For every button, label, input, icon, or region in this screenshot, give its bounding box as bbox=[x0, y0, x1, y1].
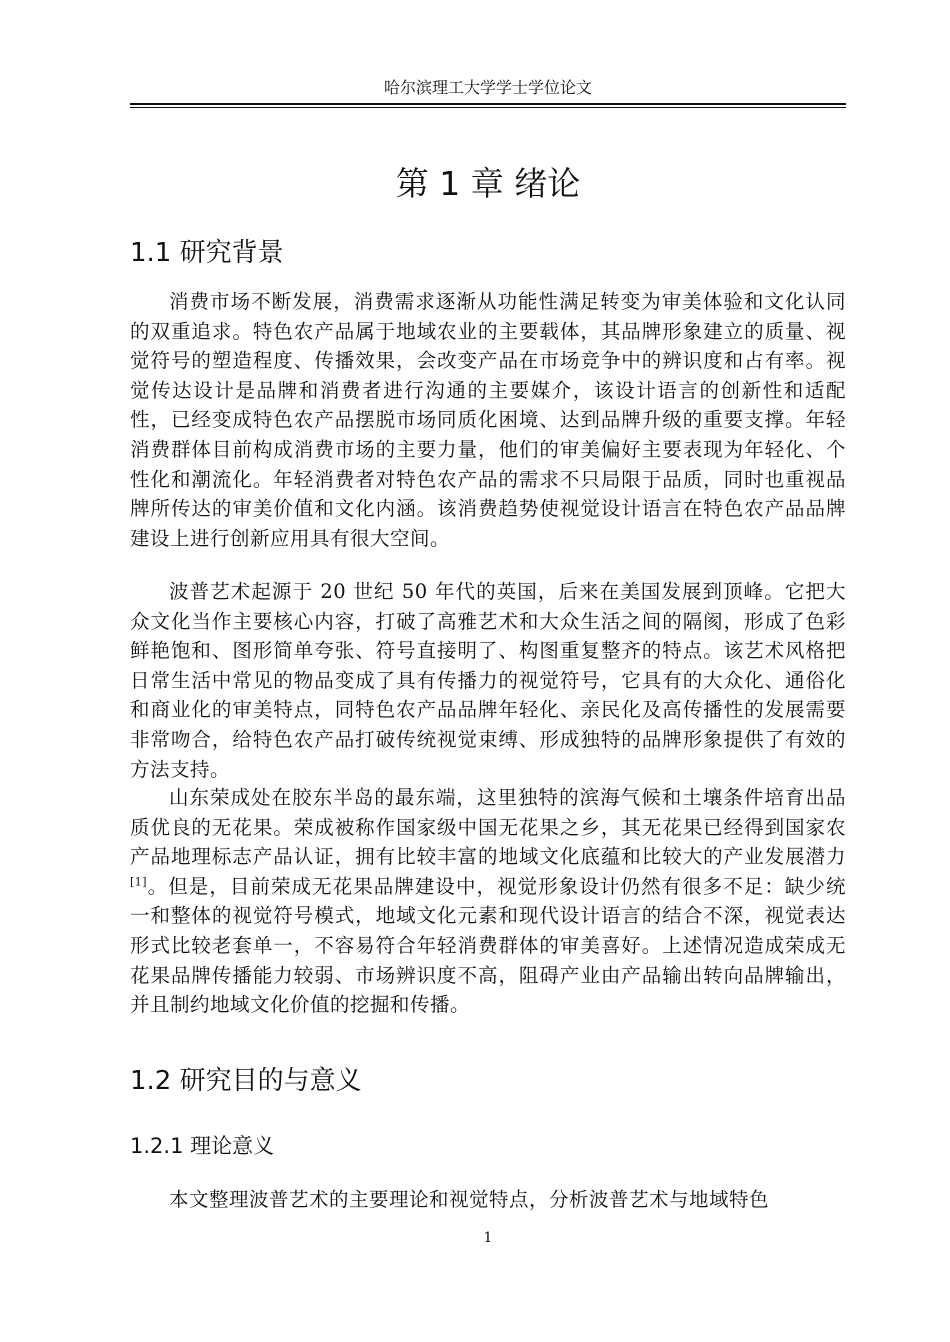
section-heading-1-2: 1.2 研究目的与意义 bbox=[130, 1066, 362, 1096]
section-heading-1-1: 1.1 研究背景 bbox=[130, 238, 284, 268]
paragraph-text: 。但是，目前荣成无花果品牌建设中，视觉形象设计仍然有很多不足：缺少统一和整体的视觉符号模式，地域文化元素和现代设计语言的结合不深，视觉表达形式比较老套单一，不容易符合年轻消费群体的审美喜好。上述情况造成荣成无花果品牌传播能力较弱、市场辨识度不高，阻碍产业由产品输出转向品牌输出，并且制约地域文化价值的挖掘和传播。 bbox=[130, 874, 846, 1017]
paragraph-background-3 bbox=[130, 783, 846, 1020]
paragraph-theory-significance: 本文整理波普艺术的主要理论和视觉特点，分析波普艺术与地域特色 bbox=[169, 1188, 770, 1211]
subsection-heading-1-2-1: 1.2.1 理论意义 bbox=[130, 1134, 275, 1158]
page-number: 1 bbox=[483, 1230, 493, 1246]
header-rule bbox=[130, 103, 846, 105]
header-rule-thin bbox=[130, 107, 846, 108]
chapter-title: 第 1 章 绪论 bbox=[395, 164, 581, 203]
paragraph-text: 山东荣成处在胶东半岛的最东端，这里独特的滨海气候和土壤条件培育出品质优良的无花果。荣成被称作国家级中国无花果之乡，其无花果已经得到国家农产品地理标志产品认证，拥有比较丰富的地域文化底蕴和比较大的产业发展潜力 bbox=[130, 786, 846, 869]
running-header: 哈尔滨理工大学学士学位论文 bbox=[383, 78, 592, 97]
paragraph-background-2: 波普艺术起源于 20 世纪 50 年代的英国，后来在美国发展到顶峰。它把大众文化当作主要核心内容，打破了高雅艺术和大众生活之间的隔阂，形成了色彩鲜艳饱和、图形简单夸张、符号直接明了、构图重复整齐的特点。该艺术风格把日常生活中常见的物品变成了具有传播力的视觉符号，它具有的大众化、通俗化和商业化的审美特点，同特色农产品品牌年轻化、亲民化及高传播性的发展需要非常吻合，给特色农产品打破传统视觉束缚、形成独特的品牌形象提供了有效的方法支持。 bbox=[130, 580, 846, 781]
paragraph-background-1: 消费市场不断发展，消费需求逐渐从功能性满足转变为审美体验和文化认同的双重追求。特色农产品属于地域农业的主要载体，其品牌形象建立的质量、视觉符号的塑造程度、传播效果，会改变产品在市场竞争中的辨识度和占有率。视觉传达设计是品牌和消费者进行沟通的主要媒介，该设计语言的创新性和适配性，已经变成特色农产品摆脱市场同质化困境、达到品牌升级的重要支撑。年轻消费群体目前构成消费市场的主要力量，他们的审美偏好主要表现为年轻化、个性化和潮流化。年轻消费者对特色农产品的需求不只局限于品质，同时也重视品牌所传达的审美价值和文化内涵。该消费趋势使视觉设计语言在特色农产品品牌建设上进行创新应用具有很大空间。 bbox=[130, 290, 846, 550]
citation-mark[interactable]: [1] bbox=[130, 875, 148, 889]
